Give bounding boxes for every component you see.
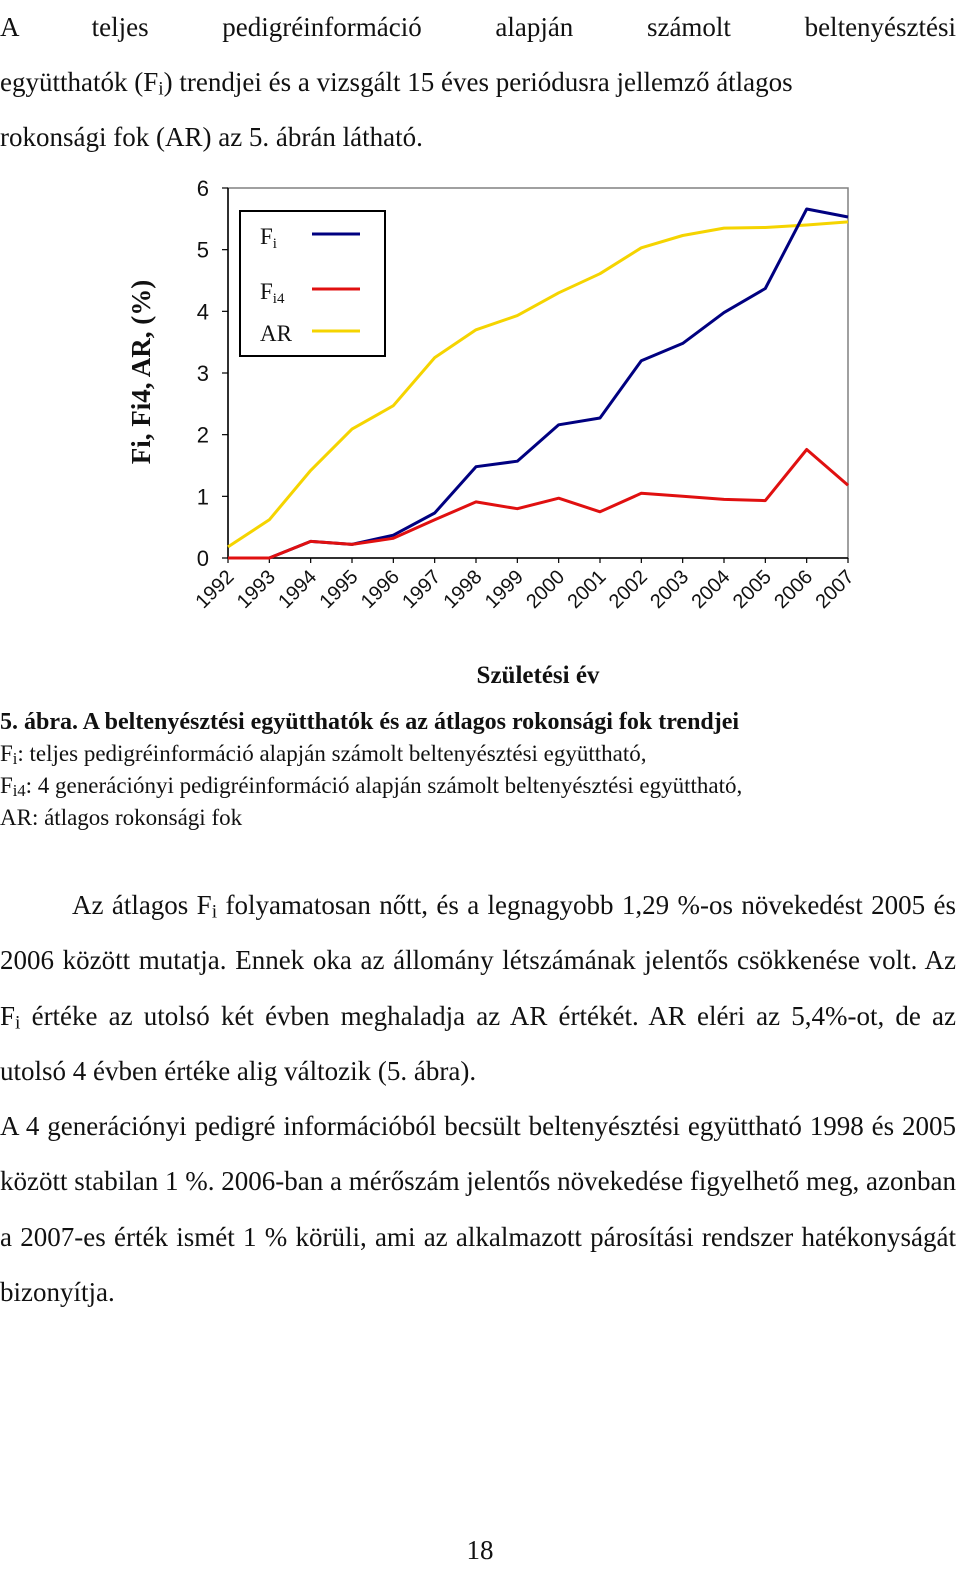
intro-word: beltenyésztési bbox=[804, 12, 957, 42]
x-tick-label: 1999 bbox=[480, 565, 528, 614]
x-tick-label: 1998 bbox=[439, 565, 487, 614]
intro-word: számolt bbox=[646, 12, 731, 42]
paragraph-text: folyamatosan nőtt, és a legnagyobb 1,29 %-os növekedést 2005 és 2006 között mutatja. Ennek oka az állomány létszámának jelentős csökkenése volt. Az F bbox=[0, 890, 956, 1031]
intro-word: alapján bbox=[495, 12, 574, 42]
caption-line-fi bbox=[0, 738, 956, 770]
x-tick-label: 2005 bbox=[728, 565, 776, 614]
x-tick-label: 2000 bbox=[522, 565, 570, 614]
y-tick-label: 0 bbox=[196, 546, 209, 571]
paragraph-subscript: i bbox=[211, 901, 218, 923]
legend bbox=[240, 211, 385, 356]
x-tick-label: 1994 bbox=[274, 565, 322, 614]
paragraph-text: Az átlagos F bbox=[72, 890, 212, 920]
y-tick-label: 3 bbox=[196, 361, 209, 386]
legend-label: AR bbox=[260, 321, 292, 346]
x-tick-label: 2004 bbox=[687, 565, 735, 614]
x-tick-labels bbox=[192, 566, 859, 613]
intro-word: pedigréinformáció bbox=[222, 12, 422, 42]
intro-word: A bbox=[0, 12, 19, 42]
x-tick-label: 1993 bbox=[232, 565, 280, 614]
caption-text: : teljes pedigréinformáció alapján számolt beltenyésztési együttható, bbox=[17, 741, 647, 766]
paragraph-1 bbox=[0, 878, 956, 1099]
x-tick-label: 1996 bbox=[356, 565, 404, 614]
figure-caption bbox=[0, 706, 956, 834]
line-chart bbox=[0, 160, 960, 700]
paragraph-2: A 4 generációnyi pedigré információból becsült beltenyésztési együttható 1998 és 2005 között stabilan 1 %. 2006-ban a mérőszám jelentős növekedése figyelhető meg, azonban a 2007-es érték ismét 1 % körüli, ami az alkalmazott párosítási rendszer hatékonyságát bizonyítja. bbox=[0, 1111, 956, 1308]
y-tick-label: 6 bbox=[196, 176, 209, 201]
x-tick-label: 1992 bbox=[191, 565, 239, 614]
caption-subscript: i bbox=[12, 748, 18, 768]
y-tick-label: 4 bbox=[196, 299, 209, 325]
caption-title: 5. ábra. A beltenyésztési együtthatók és az átlagos rokonsági fok trendjei bbox=[0, 709, 740, 735]
paragraph-text: értéke az utolsó két évben meghaladja az AR értékét. AR eléri az 5,4%-ot, de az utolsó 4 évben értéke alig változik (5. ábra). bbox=[0, 1000, 956, 1086]
y-tick-label: 2 bbox=[196, 422, 209, 448]
x-axis-label: Születési év bbox=[476, 662, 600, 689]
caption-line-ar: AR: átlagos rokonsági fok bbox=[0, 805, 243, 830]
paragraph-subscript: i bbox=[15, 1012, 21, 1034]
y-tick-label: 5 bbox=[196, 237, 209, 263]
caption-text: F bbox=[0, 741, 13, 766]
intro-line-3: rokonsági fok (AR) az 5. ábrán látható. bbox=[0, 122, 423, 152]
caption-text: F bbox=[0, 773, 13, 798]
caption-text: : 4 generációnyi pedigréinformáció alapján számolt beltenyésztési együttható, bbox=[25, 773, 743, 798]
x-tick-label: 2006 bbox=[770, 565, 818, 614]
intro-line-2 bbox=[0, 55, 956, 110]
intro-subscript: i bbox=[158, 78, 164, 100]
series-line-fi4 bbox=[228, 450, 848, 559]
legend-label: Fi bbox=[260, 224, 277, 252]
x-tick-label: 1997 bbox=[398, 565, 446, 614]
x-tick-label: 2002 bbox=[604, 565, 652, 614]
legend-label: Fi4 bbox=[260, 279, 285, 307]
x-tick-label: 2001 bbox=[563, 565, 611, 614]
page-number: 18 bbox=[466, 1535, 494, 1565]
y-tick-labels bbox=[197, 176, 209, 571]
intro-paragraph bbox=[0, 0, 956, 165]
x-tick-label: 1995 bbox=[315, 565, 363, 614]
x-tick-label: 2007 bbox=[811, 565, 859, 614]
body-text bbox=[0, 878, 956, 1320]
intro-word: teljes bbox=[91, 12, 149, 42]
x-tick-label: 2003 bbox=[646, 565, 694, 614]
intro-text: együtthatók (F bbox=[0, 67, 159, 97]
y-axis-label: Fi, Fi4, AR, (%) bbox=[126, 279, 156, 465]
caption-line-fi4 bbox=[0, 770, 956, 802]
intro-line-1 bbox=[0, 0, 956, 55]
intro-text: ) trendjei és a vizsgált 15 éves periódusra jellemző átlagos bbox=[163, 67, 793, 97]
y-tick-label: 1 bbox=[196, 484, 209, 510]
caption-subscript: i4 bbox=[12, 780, 26, 800]
